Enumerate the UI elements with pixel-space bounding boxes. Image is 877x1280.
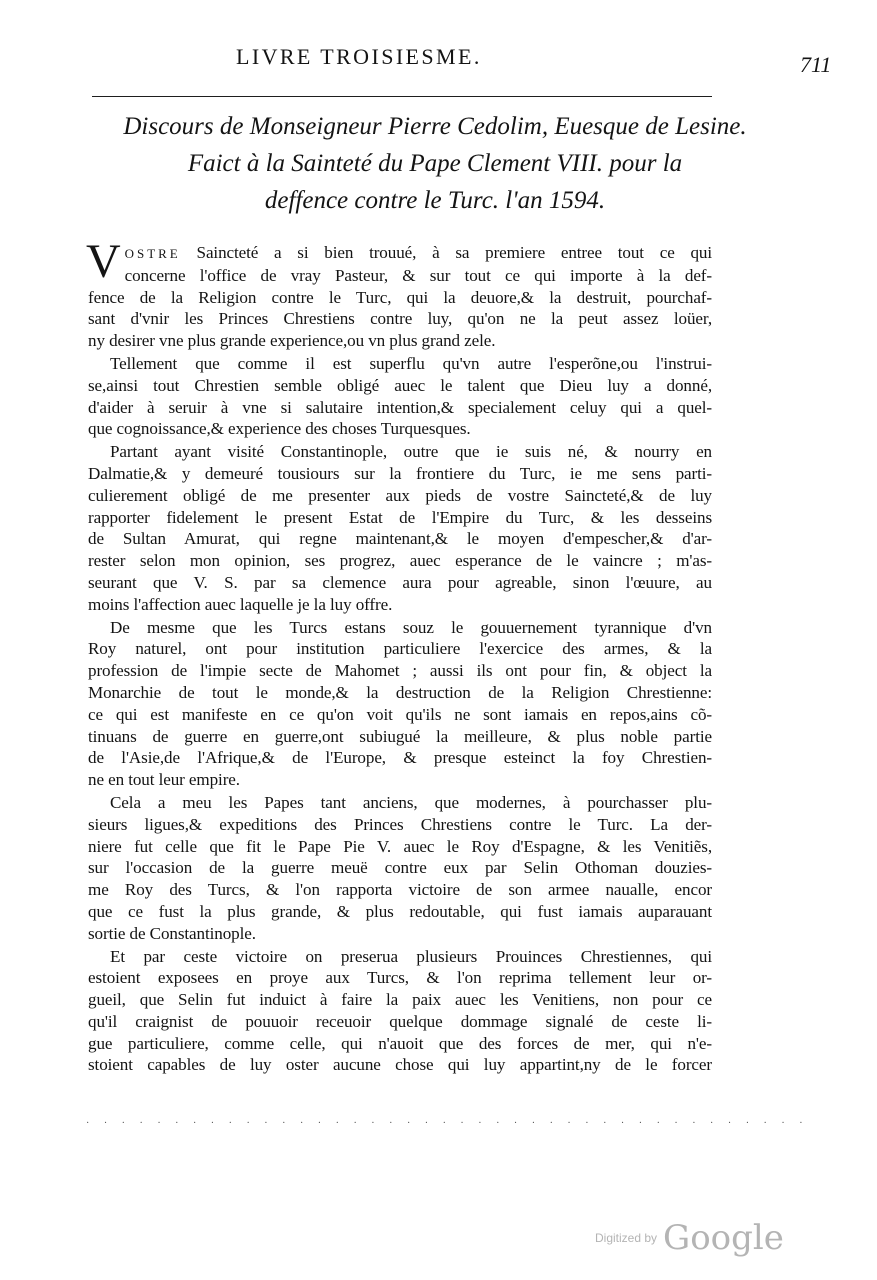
text-line: fence de la Religion contre le Turc, qui la deuore,& la destruit, pourchaf-	[88, 287, 712, 307]
text-line: De mesme que les Turcs estans souz le gouuernement tyrannique d'vn	[110, 617, 712, 637]
title-line: Discours de Monseigneur Pierre Cedolim, Euesque de Lesine.	[123, 113, 747, 140]
text-line: sortie de Constantinople.	[88, 923, 256, 943]
chapter-title	[80, 108, 790, 219]
text-line: Dalmatie,& y demeuré tousiours sur la frontiere du Turc, ie me sens parti-	[88, 463, 712, 483]
text-line: ny desirer vne plus grande experience,ou vn plus grand zele.	[88, 331, 496, 351]
text-line: estoient exposees en proye aux Turcs, & l'on reprima tellement leur or-	[88, 968, 712, 988]
text-line: Cela a meu les Papes tant anciens, que modernes, à pourchasser plu-	[110, 792, 712, 812]
bleed-through-dots: · · · · · · · · · · · · · · · · · · · · · · · · · · · · · · · · · · · · · · · · ·	[86, 1118, 809, 1129]
text-line: que ce fust la plus grande, & plus redoutable, qui fust iamais auparauant	[88, 901, 712, 921]
text-line: Roy naturel, ont pour institution particuliere l'exercice des armes, & la	[88, 639, 712, 659]
text-line: rester selon mon opinion, ses progrez, auec esperance de le vaincre ; m'as-	[88, 551, 712, 571]
paragraph-2	[88, 353, 712, 440]
text-line: ce qui est manifeste en ce qu'on voit qu'ils ne sont iamais en repos,ains cõ-	[88, 704, 712, 724]
google-logo: Google	[663, 1218, 784, 1258]
running-head: LIVRE TROISIESME.	[236, 44, 482, 69]
text-line: gue particuliere, comme celle, qui n'auoit que des forces de mer, qui n'e-	[88, 1033, 712, 1053]
text-line: profession de l'impie secte de Mahomet ; aussi ils ont pour fin, & object la	[88, 661, 712, 681]
digitized-watermark	[595, 1218, 784, 1258]
page-number: 711	[800, 52, 832, 77]
text-line: culierement obligé de me presenter aux pieds de vostre Saincteté,& de luy	[88, 485, 712, 505]
text-line: niere fut celle que fit le Pape Pie V. auec le Roy d'Espagne, & les Venitiẽs,	[88, 836, 712, 856]
text-line: OSTRE Saincteté a si bien trouué, à sa premiere entree tout ce qui	[124, 243, 712, 262]
paragraph-1	[86, 235, 712, 352]
text-line: sur l'occasion de la guerre meuë contre eux par Selin Othoman douzies-	[88, 858, 712, 878]
paragraph-3	[88, 441, 712, 615]
paragraph-5	[88, 792, 712, 945]
text-line: de l'Asie,de l'Afrique,& de l'Europe, & presque esteinct la foy Chrestien-	[88, 748, 712, 768]
text-line: sant d'vnir les Princes Chrestiens contre luy, qu'on ne la peut assez loüer,	[88, 309, 712, 329]
text-line: qu'il craignist de pouuoir receuoir quelque dommage signalé de ceste li-	[88, 1011, 712, 1031]
text-line: moins l'affection auec laquelle je la luy offre.	[88, 594, 393, 614]
paragraph-6	[88, 946, 712, 1077]
text-line: me Roy des Turcs, & l'on rapporta victoire de son armee naualle, encor	[88, 880, 712, 900]
watermark-prefix: Digitized by	[595, 1231, 658, 1245]
text-line: que cognoissance,& experience des choses Turquesques.	[88, 419, 471, 439]
text-line: Partant ayant visité Constantinople, outre que ie suis né, & nourry en	[110, 442, 712, 462]
title-line: Faict à la Sainteté du Pape Clement VIII. pour la	[187, 150, 683, 177]
text-line: ne en tout leur empire.	[88, 770, 240, 790]
header-rule	[92, 96, 712, 97]
text-line: concerne l'office de vray Pasteur, & sur tout ce qui importe à la def-	[124, 265, 712, 285]
drop-cap: V	[86, 235, 121, 288]
text-line: Tellement que comme il est superflu qu'vn autre l'esperõne,ou l'instrui-	[110, 353, 712, 373]
title-line: deffence contre le Turc. l'an 1594.	[264, 187, 606, 214]
text-line: de Sultan Amurat, qui regne maintenant,& le moyen d'empescher,& d'ar-	[88, 529, 712, 549]
text-line: gueil, que Selin fut induict à faire la paix auec les Venitiens, non pour ce	[88, 990, 712, 1010]
paragraph-4	[88, 617, 712, 791]
text-line: sieurs ligues,& expeditions des Princes Chrestiens contre le Turc. La der-	[88, 814, 712, 834]
text-line: Et par ceste victoire on preserua plusieurs Prouinces Chrestiennes, qui	[110, 946, 712, 966]
text-line: seurant que V. S. par sa clemence aura pour agreable, sinon l'œuure, au	[88, 572, 712, 592]
text-line: Monarchie de tout le monde,& la destruction de la Religion Chrestienne:	[88, 682, 712, 702]
small-caps-word: OSTRE	[124, 246, 181, 261]
body-text	[86, 235, 712, 1076]
text-line: se,ainsi tout Chrestien semble obligé auec le talent que Dieu luy a donné,	[88, 375, 712, 395]
text-line: tinuans de guerre en guerre,ont subiugué la meilleure, & plus noble partie	[88, 726, 712, 746]
text-line: rapporter fidelement le present Estat de l'Empire du Turc, & les desseins	[88, 507, 712, 527]
text-line: stoient capables de luy oster aucune chose qui luy appartint,ny de le forcer	[88, 1055, 712, 1075]
text-line: d'aider à seruir à vne si salutaire intention,& specialement celuy qui a quel-	[88, 397, 712, 417]
